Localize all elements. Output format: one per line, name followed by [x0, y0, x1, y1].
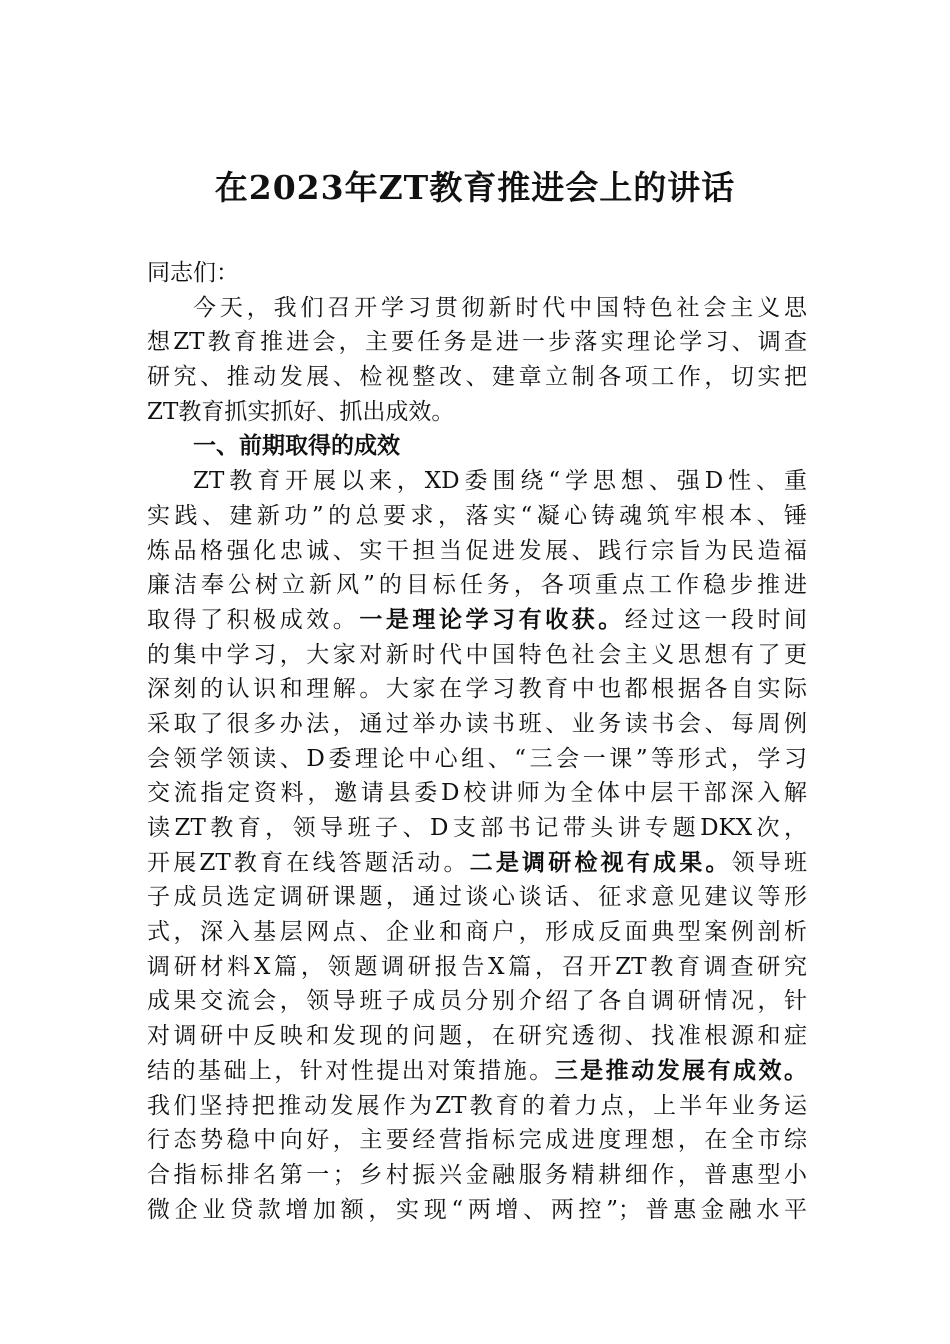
paragraph-line: 成果交流会，领导班子成员分别介绍了各自调研情况，针 — [147, 988, 807, 1015]
paragraph-line: 炼品格强化忠诚、实干担当促进发展、践行宗旨为民造福 — [147, 537, 807, 564]
paragraph-line: 读ZT教育，领导班子、D支部书记带头讲专题DKX次， — [147, 815, 807, 841]
document-body — [147, 256, 807, 1227]
line-segment: 结的基础上，针对性提出对策措施。 — [147, 1057, 555, 1084]
paragraph-line: 深刻的认识和理解。大家在学习教育中也都根据各自实际 — [147, 676, 807, 703]
section-heading-text: 一、前期取得的成效 — [193, 433, 400, 460]
paragraph-line: ZT教育开展以来，XD委围绕“学思想、强D性、重 — [193, 468, 807, 495]
line-segment: 经过这一段时间 — [624, 606, 808, 633]
section-heading — [147, 429, 807, 464]
bold-highlight: 二是调研检视有成果。 — [469, 848, 732, 876]
paragraph-line — [147, 846, 807, 881]
bold-highlight: 三是推动发展有成效。 — [554, 1056, 808, 1084]
paragraph-line: 的集中学习，大家对新时代中国特色社会主义思想有了更 — [147, 641, 807, 668]
paragraph-line: 行态势稳中向好，主要经营指标完成进度理想，在全市综 — [147, 1127, 807, 1154]
paragraph-line: 想ZT教育推进会，主要任务是进一步落实理论学习、调查 — [147, 329, 807, 356]
paragraph-line: 会领学领读、D委理论中心组、“三会一课”等形式，学习 — [147, 745, 807, 772]
paragraph-line: 我们坚持把推动发展作为ZT教育的着力点，上半年业务运 — [147, 1092, 807, 1119]
paragraph-line: 采取了很多办法，通过举办读书班、业务读书会、每周例 — [147, 710, 807, 737]
salutation: 同志们： — [147, 260, 239, 286]
paragraph-line: 子成员选定调研课题，通过谈心谈话、征求意见建议等形 — [147, 884, 807, 911]
paragraph-line: ZT教育抓实抓好、抓出成效。 — [147, 398, 455, 425]
bold-highlight: 一是理论学习有收获。 — [359, 605, 625, 633]
paragraph-line: 微企业贷款增加额，实现“两增、两控”；普惠金融水平 — [147, 1196, 807, 1223]
paragraph-line: 式，深入基层网点、企业和商户，形成反面典型案例剖析 — [147, 919, 807, 946]
paragraph-line: 合指标排名第一；乡村振兴金融服务精耕细作，普惠型小 — [147, 1161, 807, 1188]
paragraph-line: 今天，我们召开学习贯彻新时代中国特色社会主义思 — [193, 294, 807, 321]
paragraph-line: 实践、建新功”的总要求，落实“凝心铸魂筑牢根本、锤 — [147, 502, 807, 529]
paragraph-line — [147, 603, 807, 638]
line-segment: 取得了积极成效。 — [147, 606, 360, 633]
paragraph-line: 研究、推动发展、检视整改、建章立制各项工作，切实把 — [147, 364, 807, 391]
paragraph-line: 交流指定资料，邀请县委D校讲师为全体中层干部深入解 — [147, 780, 807, 807]
line-segment: 开展ZT教育在线答题活动。 — [147, 849, 470, 876]
paragraph-line: 对调研中反映和发现的问题，在研究透彻、找准根源和症 — [147, 1023, 807, 1050]
paragraph-line — [147, 1054, 807, 1089]
paragraph-line: 调研材料X篇，领题调研报告X篇，召开ZT教育调查研究 — [147, 953, 807, 980]
line-segment: 领导班 — [731, 849, 808, 876]
paragraph-line: 廉洁奉公树立新风”的目标任务，各项重点工作稳步推进 — [147, 572, 807, 599]
document-title: 在2023年ZT教育推进会上的讲话 — [214, 168, 736, 207]
